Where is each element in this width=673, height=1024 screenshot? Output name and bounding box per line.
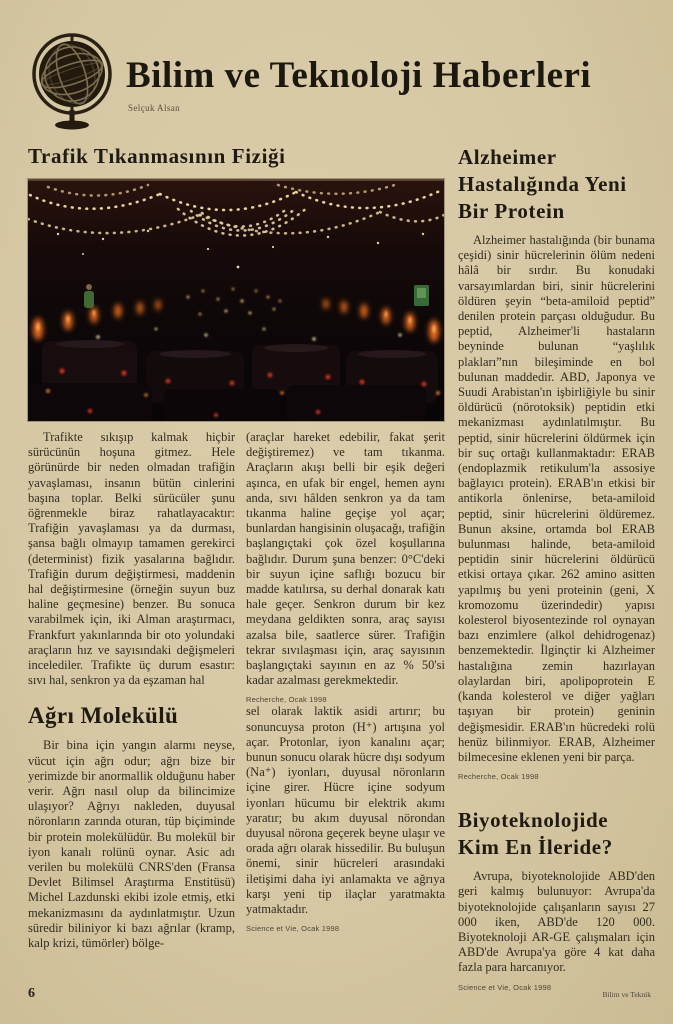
alzheimer-source: Recherche, Ocak 1998 bbox=[458, 772, 539, 782]
traffic-article-title: Trafik Tıkanmasının Fiziği bbox=[28, 144, 286, 168]
magazine-name: Bilim ve Teknik bbox=[602, 990, 651, 999]
pain-text-col2: sel olarak laktik asidi artırır; bu sonuncuysa proton (H⁺) artışına yol açar. Protonlar, iyon kanalını açar; bunun sonucu olarak hücre dışı sodyum (Na⁺) iyonları, duyusal nöronların içine girer. Hücre içine sodyum iyonları hücumu bir elektrik akımı yaratır; bu akım duyusal nörondan duyusal nörona geçerek beyne ulaşır ve orada ağrı olarak hissedilir. Bu buluşun önemi, sinir hücreleri arasındaki iletişimi daha iyi anlamakta ve ağrıya karşı yeni tip ilaçlar yaratmakta yatmaktadır. bbox=[246, 704, 445, 917]
pain-article-title: Ağrı Molekülü bbox=[28, 703, 179, 729]
author-byline: Selçuk Alsan bbox=[128, 103, 181, 113]
page-number: 6 bbox=[28, 986, 35, 1001]
traffic-source: Recherche, Ocak 1998 bbox=[246, 695, 327, 705]
globe-icon bbox=[28, 32, 116, 132]
traffic-text-col1: Trafikte sıkışıp kalmak hiçbir sürücünün hoşuna gitmez. Hele görünürde bir neden olmadan trafiğin yavaşlaması, insanın bütün cinlerini başına toplar. Belki sürücüler şunu öğrenmekle biraz rahatlayacaktır: Trafiğin yavaşlaması ya da durması, şansa bağlı olmayıp tamamen gerekirci (determinist) fizik yasalarına bağlıdır. Trafiğin durum değiştirmesi, maddenin hal değiştirmesine (örneğin suyun buz haline geçmesine) benzer. Bu sonuca varabilmek için, iki Alman araştırmacı, Frankfurt yakınlarında bir oto yolundaki araçların hız ve sayısındaki değişmeleri incelediler. Trafikte üç durum esastır: sıvı hal, senkron ya da eşzaman hal bbox=[28, 430, 235, 688]
page-footer bbox=[28, 986, 651, 1002]
traffic-photo bbox=[28, 179, 444, 421]
page-content bbox=[28, 140, 655, 992]
pain-text-col1: Bir bina için yangın alarmı neyse, vücut için ağrı odur; ağrı bize bir yerimizde bir anormallik olduğunu haber verir. Ağrı nasıl olup da bilincimize ulaşıyor? Ağrıyı nakleden, duyusal nöronların zarında oturan, tüp biçiminde bir protein molekülüdür. Bu molekül bir iyon kanalı rolünü oynar. Asic adı verilen bu molekülü CNRS'den (Fransa Devlet Bilimsel Araştırma Enstitüsü) Michel Lazdunski ekibi izole etmiş, etki mekanizmasını da aydınlatmıştır. Uzun süredir biliniyor ki bazı ağrılar (kramp, kalp krizi, tümörler) bölge- bbox=[28, 738, 235, 951]
article-biotech bbox=[458, 807, 655, 991]
biotech-text: Avrupa, biyoteknolojide ABD'den geri kalmış bulunuyor: Avrupa'da biyoteknolojide çalışanların sayısı 27 000 iken, ABD'de 120 000. Biyoteknoloji AR-GE çalışmaları için ABD'de Avrupa'ya göre 4 kat daha fazla para harcanıyor. bbox=[458, 869, 655, 975]
article-traffic bbox=[28, 140, 445, 992]
right-text-column bbox=[458, 140, 655, 992]
alzheimer-text: Alzheimer hastalığında (bir bunama çeşidi) sinir hücrelerinin ölüm nedeni hâlâ bir sırdır. Bu konudaki varsayımlardan biri, sinir hücrelerini öldüren şeyin “beta-amiloid peptid” denilen protein parçası olduğudur. Bu peptid, Alzheimer'li hastaların beyninde bulunan “yaşlılık plakları”nın bileşiminde en bol bulunan maddedir. ABD, Japonya ve Suudi Arabistan'ın işbirliğiyle bu sinir öldürücü (nörotoksik) peptidin etki mekanizması aydınlatılmıştır. Bu peptid, sinir hücrelerini öldürmek için bir suç ortağı kullanmaktadır: ERAB (endoplazmik retikulum'la assosiye bağlayıcı protein). ERAB'ın etkisi bir antikorla önlenirse, beta-amiloid peptid, sinir hücrelerini öldüremez. Bunun aksine, ortamda bol ERAB bulunması halinde, beta-amiloid peptidin sinir hücrelerini öldürücü etkisi ortaya çıkar. 262 amino asitten yapılmış bu yeni proteinin (geni, X kromozomu üzerindedir) yapısı kolesterol biyosentezinde rol oynayan bazı enzimlere (alkol dehidrogenaz) benzemektedir. İlginçtir ki Alzheimer hastalığına zemin hazırlayan olaylardan biri, apolipoprotein E (kanda kolesterol ve diğer yağları taşıyan bir protein) geninin değişmesidir. ERAB'ın hücredeki rolü henüz bilinmiyor. ERAB, Alzheimer bilmecesine eklenen yeni bir parça. bbox=[458, 233, 655, 764]
page-title: Bilim ve Teknoloji Haberleri bbox=[126, 55, 592, 96]
biotech-source: Science et Vie, Ocak 1998 bbox=[458, 982, 552, 992]
biotech-article-title: Biyoteknolojide Kim En İleride? bbox=[458, 808, 613, 860]
traffic-text-col2: (araçlar hareket edebilir, fakat şerit değiştiremez) ve tam tıkanma. Araçların akışı belli bir eşik değeri aşınca, en ufak bir engel, hemen aynı anda, sıvı hâlden senkron ya da tam tıkanma haline geçişe yol açar; bunlardan hangisinin oluşacağı, trafiğin başlangıçtaki çok özel koşullarına bağlıdır. Durum şuna benzer: 0°C'deki bir suyun içine saflığı bozucu bir madde katılırsa, su derhal donarak katı hale geçer. Senkron durum bir kez meydana geldikten sonra, araç sayısı azalsa bile, saatlerce sürer. Trafiğin tekrar sıvılaşması için, araç sayısının başlangıçtaki sayının en az % 50'si kadar azalması gerekmektedir. bbox=[246, 430, 445, 688]
masthead bbox=[126, 38, 591, 113]
middle-text-column bbox=[246, 430, 445, 951]
pain-source: Science et Vie, Ocak 1998 bbox=[246, 924, 340, 934]
page-header bbox=[28, 38, 655, 132]
two-column-text bbox=[28, 430, 445, 951]
left-text-column bbox=[28, 430, 235, 951]
alzheimer-article-title: Alzheimer Hastalığında Yeni Bir Protein bbox=[458, 145, 627, 223]
